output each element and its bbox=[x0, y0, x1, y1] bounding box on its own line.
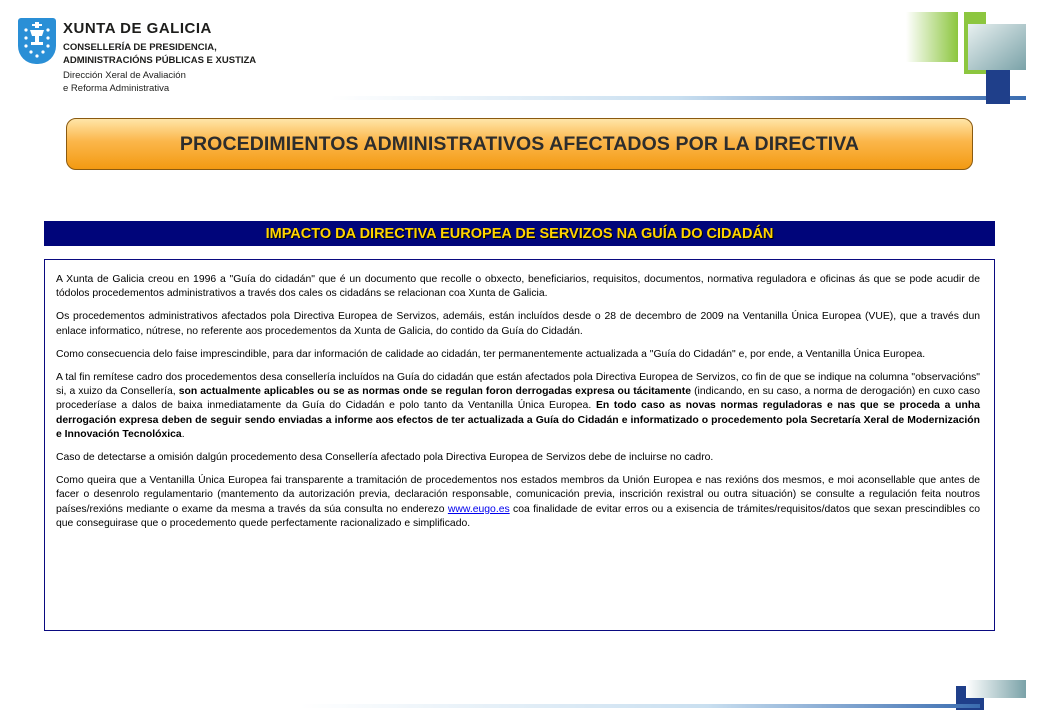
decorative-squares-top bbox=[906, 12, 1026, 104]
page-title-banner bbox=[66, 118, 973, 170]
org-line-ministry: CONSELLERÍA DE PRESIDENCIA, bbox=[63, 42, 217, 53]
paragraph-instructions bbox=[56, 371, 980, 442]
org-line-directorate: Dirección Xeral de Avaliación bbox=[63, 70, 186, 81]
section-title: IMPACTO DA DIRECTIVA EUROPEA DE SERVIZOS NA GUÍA DO CIDADÁN bbox=[265, 225, 774, 242]
footer-divider bbox=[300, 704, 980, 708]
eugo-link[interactable]: www.eugo.es bbox=[447, 503, 510, 515]
galicia-crest-icon bbox=[18, 18, 56, 64]
eugo-text-1: Como queira que a Ventanilla Única Europea fai transparente a tramitación de procedementos nos estados membros da Unión Europea e nas rexións dos mesmos, e moi aconsellable que antes de facer o desenrolo regulamentario (mantemento da autorización previa, declaración responsable, comunicación previa, inscrición rexistral ou outra situación) se consulte a regulación feita noutros países/rexións mediante o exame da mesma a través da súa consulta no enderezo bbox=[56, 475, 980, 515]
org-line-directorate-cont: e Reforma Administrativa bbox=[63, 83, 170, 94]
paragraph-eugo bbox=[56, 474, 980, 531]
eugo-text-2: coa finalidade de evitar erros ou a exisencia de trámites/requisitos/datos que sexan prescindibles co que conseguirase que o procedemento quede perfectamente racionalizado e simplificado. bbox=[56, 503, 980, 529]
instructions-text-1: A tal fin remítese cadro dos procedementos desa consellería incluídos na Guía do cidadán que están afectados pola Directiva Europea de Servizos, co fin de que se indique na columna "observacións" si, a xuizo da Consellería, bbox=[56, 372, 980, 398]
instructions-emphasis-1: son actualmente aplicables ou se as normas onde se regulan foron derrogadas expresa ou tácitamente bbox=[178, 386, 692, 398]
instructions-text-3: . bbox=[181, 428, 185, 440]
org-title: XUNTA DE GALICIA bbox=[63, 20, 212, 37]
page-title: PROCEDIMIENTOS ADMINISTRATIVOS AFECTADOS POR LA DIRECTIVA bbox=[179, 132, 860, 155]
paragraph-guide-intro: A Xunta de Galicia creou en 1996 a "Guía do cidadán" que é un documento que recolle o obxecto, beneficiarios, requisitos, documentos, normativa reguladora e oficinas ás que se pode acudir de tódolos procedementos administrativos a través dos cales os cidadáns se relacionan coa Xunta de Galicia. bbox=[56, 274, 980, 300]
org-line-ministry-cont: ADMINISTRACIÓNS PÚBLICAS E XUSTIZA bbox=[63, 55, 257, 66]
section-header-bar bbox=[44, 221, 995, 246]
content-box bbox=[44, 259, 995, 631]
paragraph-consequence: Como consecuencia delo faise imprescindible, para dar información de calidade ao cidadán, ter permanentemente actualizada a "Guía do Cidadán" e, por ende, a Ventanilla Única Europea. bbox=[56, 348, 926, 360]
paragraph-omission: Caso de detectarse a omisión dalgún procedemento desa Consellería afectado pola Directiva Europea de Servizos debe de incluirse no cadro. bbox=[56, 452, 714, 464]
paragraph-vue: Os procedementos administrativos afectados pola Directiva Europea de Servizos, ademáis, están incluídos desde o 28 de decembro de 2009 na Ventanilla Única Europea (VUE), que a través dun enlace informatico, nútrese, no referente aos procedementos da Xunta de Galicia, do contido da Guía do Cidadán. bbox=[56, 311, 980, 337]
instructions-emphasis-2: En todo caso as novas normas reguladoras e nas que se proceda a unha derrogación expresa deben de seguir sendo enviadas a informe aos efectos de ter actualizada a Guía do Cidadán e informatizado o procedemento pola Secretaría Xeral de Modernización e Innovación Tecnolóxica bbox=[56, 400, 980, 440]
xunta-logo bbox=[18, 16, 318, 96]
instructions-text-2: (indicando, en su caso, a norma de derogación) en cuxo caso procederíase a dalos de baixa inmediatamente da Guía do Cidadán e polo tanto da Ventanilla Única Europea. bbox=[56, 386, 980, 412]
